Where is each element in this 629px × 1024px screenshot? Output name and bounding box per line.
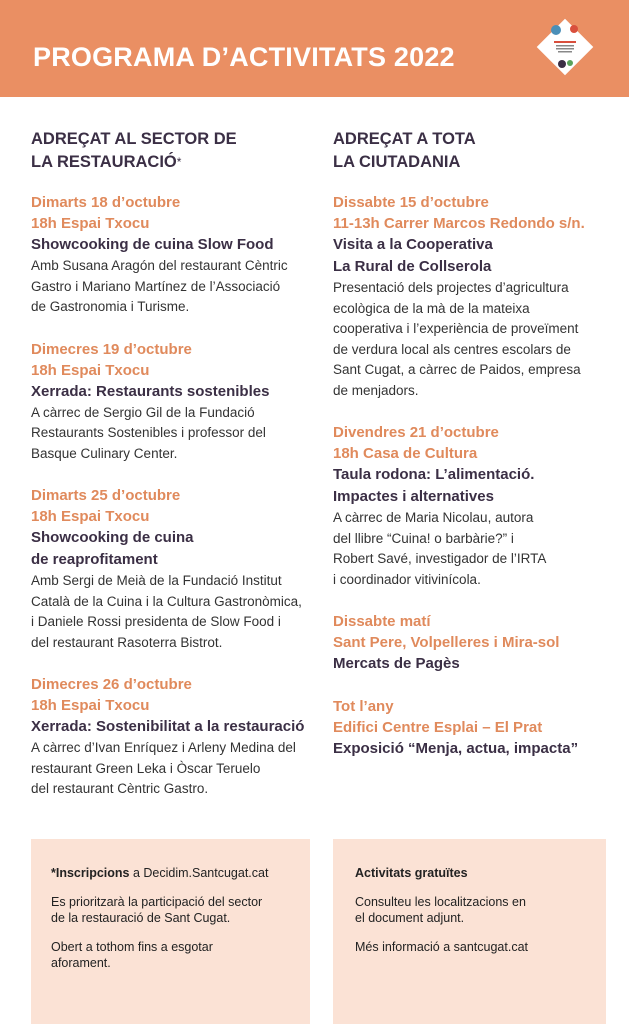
event-date: Dimecres 26 d’octubre [31, 676, 192, 693]
event-date: Dimecres 19 d’octubre [31, 340, 192, 358]
column-heading-restaurant [31, 128, 316, 174]
event-title: Exposició “Menja, actua, impacta” [333, 740, 579, 757]
column-restaurant-sector [31, 128, 316, 821]
heading-asterisk: * [176, 155, 182, 169]
event-place: 18h Espai Txocu [31, 361, 150, 379]
event-title: Xerrada: Sostenibilitat a la restauració [31, 718, 305, 735]
event-description: A càrrec d’Ivan Enríquez i Arleny Medina del restaurant Green Leka i Òscar Teruelo del restaurant Cèntric Gastro. [31, 740, 296, 796]
event-title: Xerrada: Restaurants sostenibles [31, 382, 270, 400]
column-heading-citizens: ADREÇAT A TOTA LA CIUTADANIA [333, 130, 476, 171]
event-title: Visita a la Cooperativa La Rural de Collserola [333, 236, 493, 275]
event-date: Dissabte matí [333, 613, 431, 630]
event-place: 18h Casa de Cultura [333, 445, 478, 462]
event-description: A càrrec de Maria Nicolau, autora del llibre “Cuina! o barbàrie?” i Robert Savé, investigador de l’IRTA i coordinador vitivinícola. [333, 510, 547, 587]
registration-site: a Decidim.Santcugat.cat [129, 866, 269, 880]
event-item [31, 485, 316, 653]
event-title: Taula rodona: L’alimentació. Impactes i alternatives [333, 466, 535, 505]
event-item [333, 611, 608, 675]
page-title: PROGRAMA D’ACTIVITATS 2022 [33, 42, 455, 72]
event-description: Amb Sergi de Meià de la Fundació Institut Català de la Cuina i la Cultura Gastronòmica, i Daniele Rossi presidenta de Slow Food i del restaurant Rasoterra Bistrot. [31, 573, 302, 650]
event-date: Dimarts 25 d’octubre [31, 487, 181, 504]
more-info-note: Més informació a santcugat.cat [355, 940, 528, 954]
event-place: 18h Espai Txocu [31, 508, 150, 525]
event-date: Dimarts 18 d’octubre [31, 194, 181, 211]
event-title: Showcooking de cuina de reaprofitament [31, 529, 194, 568]
event-title: Mercats de Pagès [333, 655, 460, 672]
column-citizens [333, 128, 608, 781]
locations-note: Consulteu les localitzacions en el document adjunt. [355, 895, 526, 925]
free-activities-heading: Activitats gratuïtes [355, 866, 468, 880]
registration-label: *Inscripcions [51, 866, 130, 880]
event-place: 18h Espai Txocu [31, 697, 150, 714]
event-description: Amb Susana Aragón del restaurant Cèntric Gastro i Mariano Martínez de l’Associació de Gastronomia i Turisme. [31, 258, 288, 314]
event-place: Sant Pere, Volpelleres i Mira-sol [333, 634, 560, 651]
event-title: Showcooking de cuina Slow Food [31, 236, 274, 253]
event-description: Presentació dels projectes d’agricultura ecològica de la mà de la mateixa cooperativa i l’experiència de proveïment de verdura local als centres escolars de Sant Cugat, a càrrec de Paidos, empresa de menjadors. [333, 280, 581, 398]
info-box-registration [31, 839, 310, 1024]
event-date: Dissabte 15 d’octubre [333, 194, 489, 211]
event-item [31, 339, 316, 465]
event-item [333, 192, 608, 401]
capacity-note: Obert a tothom fins a esgotar aforament. [51, 940, 213, 970]
event-item [333, 696, 608, 760]
event-item [333, 422, 608, 590]
event-place: Edifici Centre Esplai – El Prat [333, 719, 543, 736]
event-description: A càrrec de Sergio Gil de la Fundació Restaurants Sostenibles i professor del Basque Culinary Center. [31, 404, 266, 461]
header-banner [0, 0, 629, 97]
event-date: Tot l’any [333, 698, 394, 715]
event-date: Divendres 21 d’octubre [333, 424, 499, 441]
event-logo-icon [536, 18, 594, 76]
registration-line [51, 865, 296, 881]
heading-text: ADREÇAT AL SECTOR DE LA RESTAURACIÓ [31, 130, 237, 171]
event-place: 11-13h Carrer Marcos Redondo s/n. [333, 215, 585, 232]
priority-note: Es prioritzarà la participació del sector de la restauració de Sant Cugat. [51, 895, 263, 925]
event-item [31, 674, 316, 800]
info-box-free-activities [333, 839, 606, 1024]
event-item [31, 192, 316, 318]
event-place: 18h Espai Txocu [31, 215, 150, 232]
